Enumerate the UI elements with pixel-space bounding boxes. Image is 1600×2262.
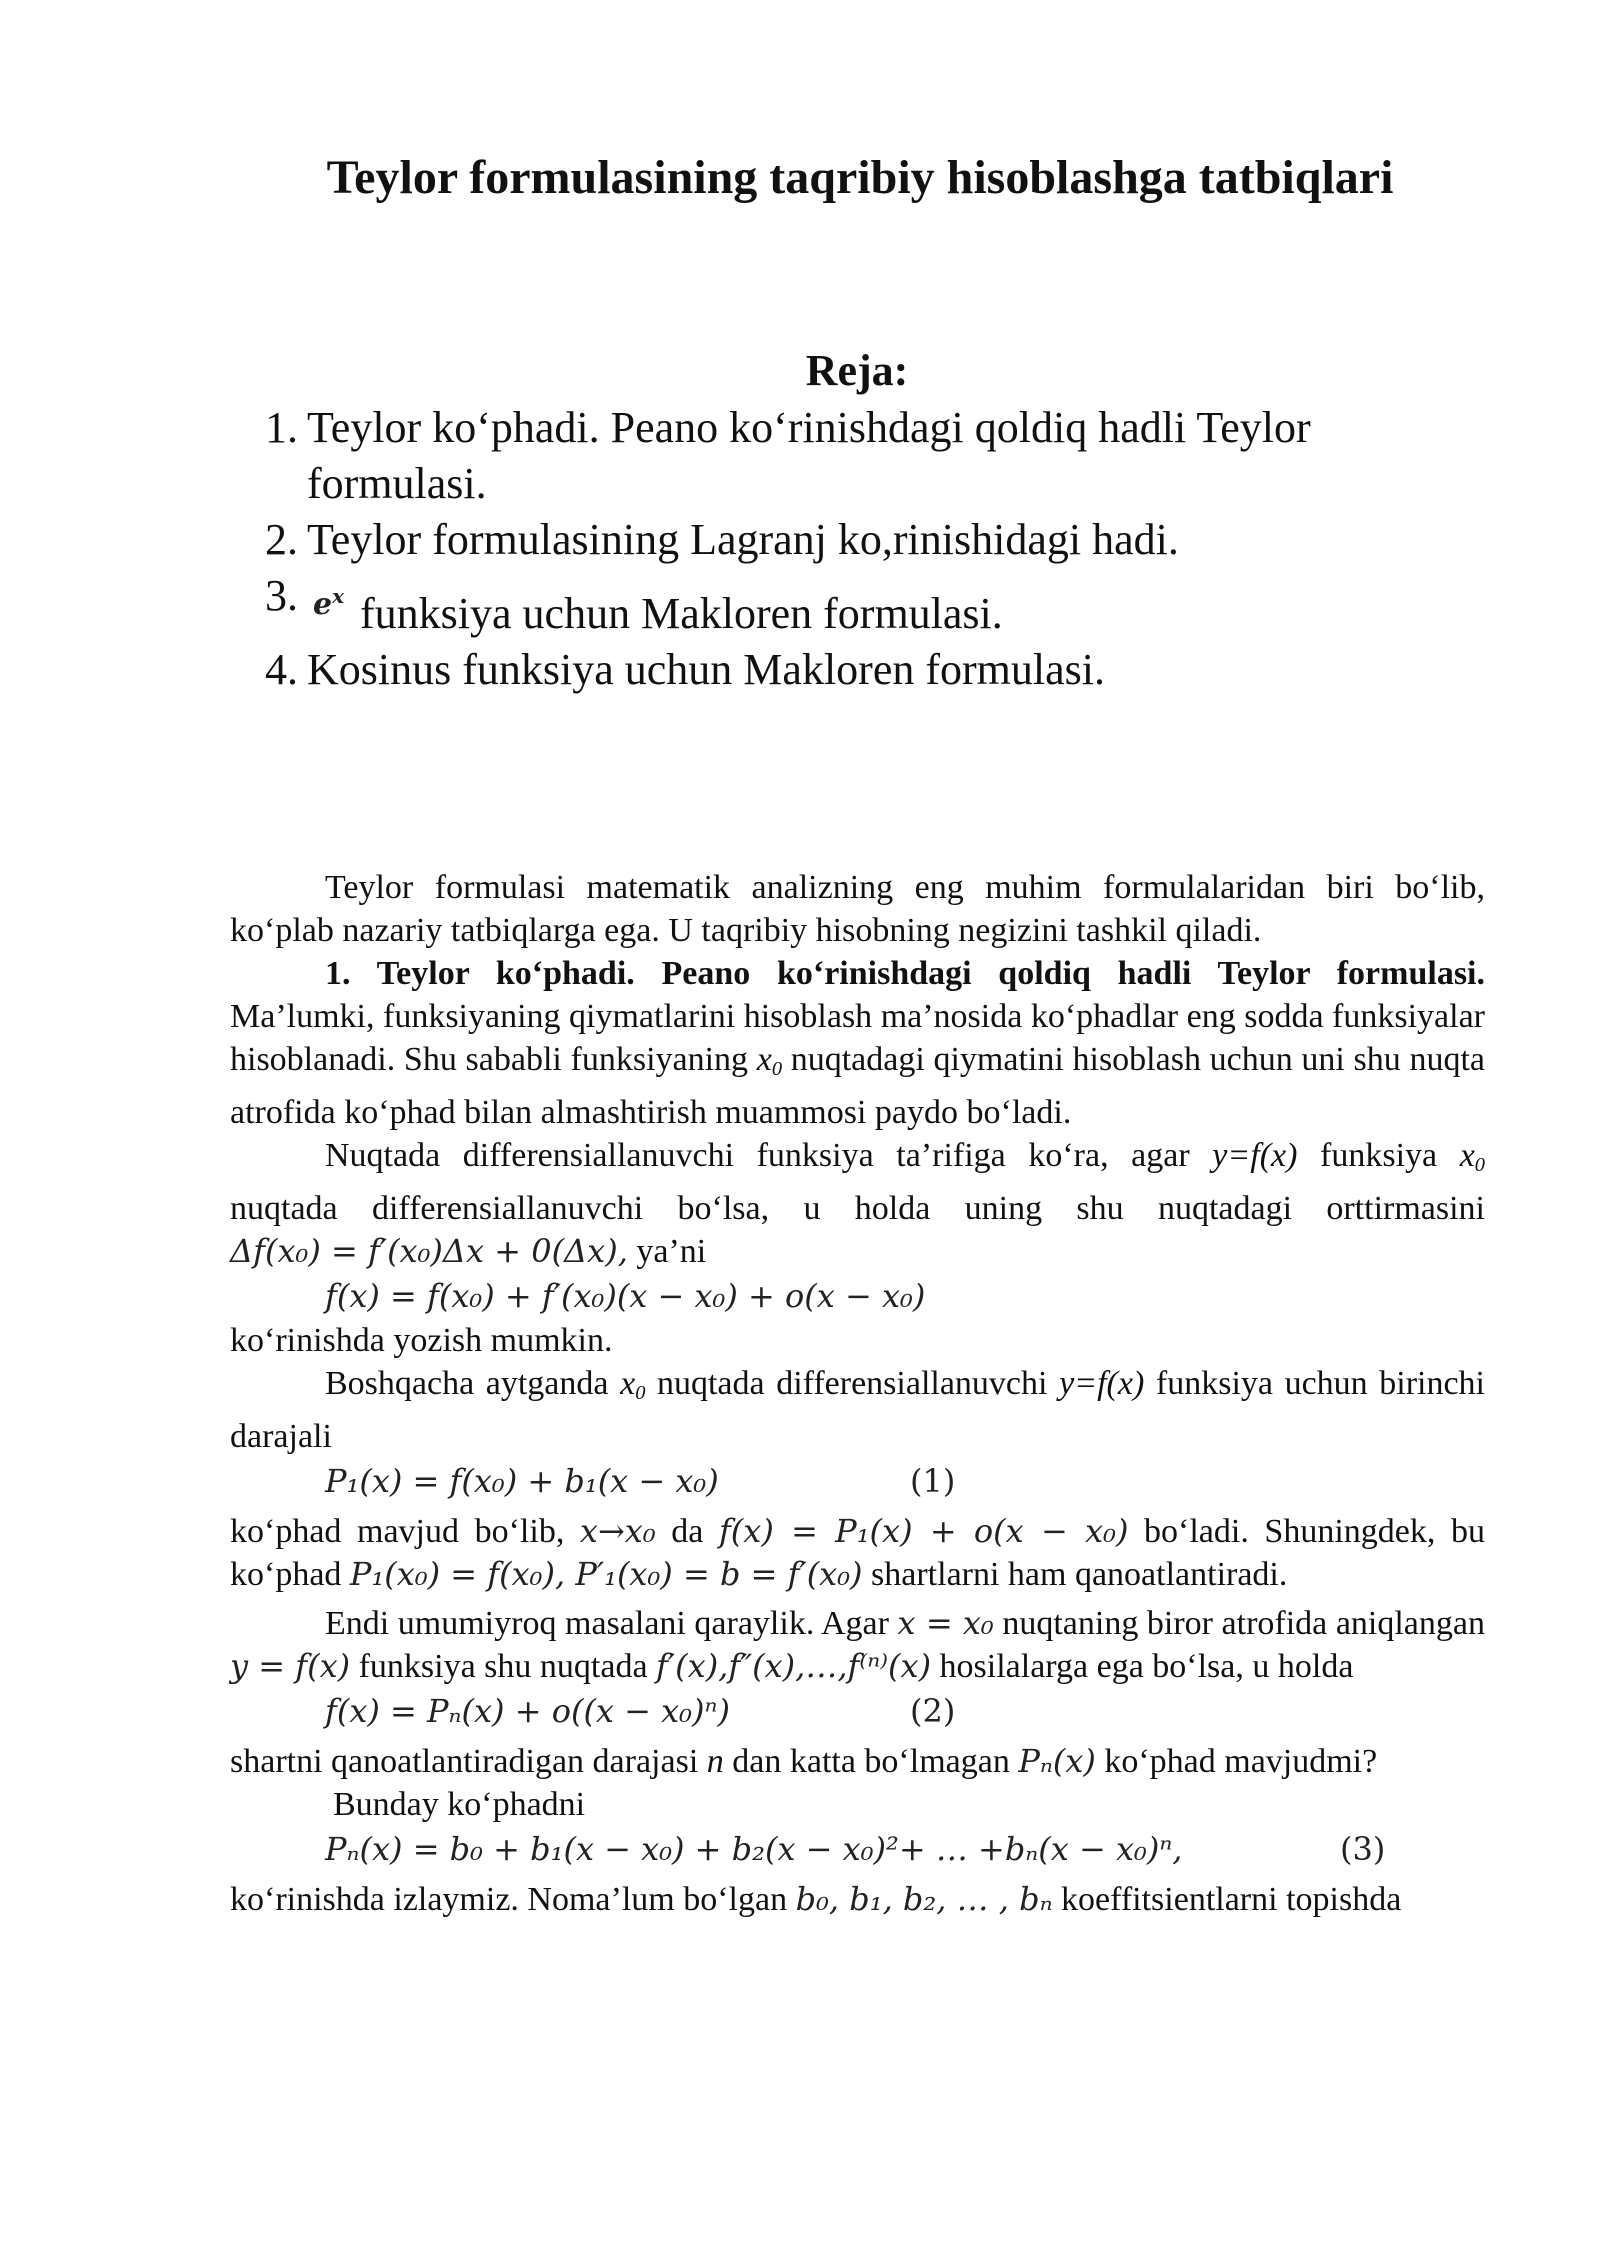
plan-item xyxy=(265,512,1465,568)
formula-y-eq-fx: y = f(x) xyxy=(230,1647,351,1686)
var-yfx: y=f(x) xyxy=(1212,1137,1298,1175)
text-run: hosilalarga ega bo‘lsa, u holda xyxy=(931,1648,1354,1686)
plan-heading: Reja: xyxy=(805,346,909,395)
plan-item-text: funksiya uchun Makloren formulasi. xyxy=(360,589,1003,638)
plan-item xyxy=(265,400,1465,512)
plan-item-number: 2. xyxy=(265,515,298,564)
intro-paragraph: Teylor formulasi matematik analizning eng muhim formulalaridan biri bo‘lib, ko‘plab nazariy tatbiqlarga ega. U taqribiy hisobning negizini tashkil qiladi. xyxy=(230,869,1485,949)
text-run: ko‘rinishda izlaymiz. Noma’lum bo‘lgan xyxy=(230,1881,796,1919)
var-yfx: y=f(x) xyxy=(1059,1365,1145,1403)
var-n: n xyxy=(706,1743,724,1781)
equation-1 xyxy=(230,1458,1485,1504)
text-run: Ma’lumki, funksiyaning qiymatlarini hisoblash ma’nosida ko‘phadlar eng sodda funksiyalar hisoblanadi. Shu sababli funksiyaning xyxy=(230,998,1485,1078)
formula: f(x) = Pₙ(x) + o((x − x₀)ⁿ) xyxy=(325,1692,730,1731)
formula-coefficients: b₀, b₁, b₂, … , bₙ xyxy=(795,1880,1053,1919)
text-run: bo‘ladi. Shuningdek, bu ko‘phad xyxy=(230,1513,1485,1594)
formula-exp-image: ex xyxy=(313,584,345,622)
paragraph-coefficients xyxy=(230,1878,1485,1921)
text-run: shartni qanoatlantiradigan darajasi xyxy=(230,1743,707,1781)
text-run: nuqtada differensiallanuvchi xyxy=(645,1365,1060,1403)
document-title: Teylor formulasining taqribiy hisoblashga tatbiqlari xyxy=(326,151,1394,204)
text-run: nuqtaning biror atrofida aniqlangan xyxy=(993,1605,1485,1643)
text-run: funksiya uchun birinchi darajali xyxy=(230,1365,1486,1456)
plan-item-text: Teylor ko‘phadi. Peano ko‘rinishdagi qoldiq hadli Teylor formulasi. xyxy=(307,403,1311,508)
plan-list xyxy=(265,400,1465,698)
plan-item-text: Teylor formulasining Lagranj ko,rinishidagi hadi. xyxy=(307,515,1179,564)
plan-item-number: 4. xyxy=(265,645,298,694)
equation-number: (3) xyxy=(1340,1830,1386,1869)
text-run: da xyxy=(655,1513,719,1551)
var-x0: $x_0$ xyxy=(756,1041,783,1081)
text-run: shartlarni ham qanoatlantiradi. xyxy=(862,1556,1288,1594)
formula: Pₙ(x) = b₀ + b₁(x − x₀) + b₂(x − x₀)²+ … +bₙ(x − x₀)ⁿ, xyxy=(325,1830,1183,1869)
formula: f(x) = f(x₀) + f′(x₀)(x − x₀) + o(x − x₀) xyxy=(325,1277,926,1316)
text-run: nuqtadagi qiymatini hisoblash uchun uni shu nuqta atrofida ko‘phad bilan almashtirish muammosi paydo bo‘ladi. xyxy=(230,1041,1485,1132)
text-run: ya’ni xyxy=(627,1233,707,1271)
plan-item-text: Kosinus funksiya uchun Makloren formulasi. xyxy=(307,645,1105,694)
formula-conditions: P₁(x₀) = f(x₀), P′₁(x₀) = b = f′(x₀) xyxy=(349,1555,863,1594)
equation-taylor-first-order xyxy=(230,1273,1485,1319)
paragraph-question xyxy=(230,1740,1485,1783)
formula: P₁(x) = f(x₀) + b₁(x − x₀) xyxy=(325,1462,719,1501)
text-run: Boshqacha aytganda xyxy=(325,1365,621,1403)
var-x0: $x_0$ xyxy=(620,1365,646,1405)
plan-item xyxy=(265,568,1465,642)
paragraph-first-degree xyxy=(230,1362,1485,1458)
text-run: ko‘phad mavjud bo‘lib, xyxy=(230,1513,580,1551)
equation-2 xyxy=(230,1688,1485,1734)
document-body xyxy=(230,866,1485,1921)
text-run: funksiya xyxy=(1297,1137,1460,1175)
formula-x-eq-x0: x = x₀ xyxy=(897,1604,994,1643)
text-line: ko‘rinishda yozish mumkin. xyxy=(230,1322,613,1360)
text-run: Endi umumiyroq masalani qaraylik. Agar xyxy=(325,1605,898,1643)
paragraph-general-problem xyxy=(230,1602,1485,1688)
text-run: Nuqtada differensiallanuvchi funksiya ta’rifiga ko‘ra, agar xyxy=(325,1137,1213,1175)
formula-derivatives: f′(x),f″(x),…,f⁽ⁿ⁾(x) xyxy=(656,1647,932,1686)
text-run: ko‘phad mavjudmi? xyxy=(1095,1743,1378,1781)
formula-pn: Pₙ(x) xyxy=(1018,1742,1096,1781)
var-x0: $x_0$ xyxy=(1459,1137,1485,1177)
text-line: Bunday ko‘phadni xyxy=(333,1786,586,1824)
formula-p1: f(x) = P₁(x) + o(x − x₀) xyxy=(718,1512,1129,1551)
paragraph-polynomial-exists xyxy=(230,1510,1485,1596)
text-run: funksiya shu nuqtada xyxy=(350,1648,657,1686)
plan-item-number: 1. xyxy=(265,403,298,452)
text-run: koeffitsientlarni topishda xyxy=(1052,1881,1402,1919)
plan-item-text-wrapper xyxy=(307,568,1465,642)
section1-heading: 1. Teylor ko‘phadi. Peano ko‘rinishdagi qoldiq hadli Teylor formulasi. xyxy=(325,955,1485,992)
plan-item-number: 3. xyxy=(265,571,298,620)
equation-number: (2) xyxy=(910,1692,956,1731)
formula-limit: x→x₀ xyxy=(579,1512,656,1551)
plan-item xyxy=(265,642,1465,698)
text-run: dan katta bo‘lmagan xyxy=(723,1743,1019,1781)
section1-paragraph xyxy=(230,952,1485,1134)
equation-number: (1) xyxy=(910,1462,956,1501)
equation-3 xyxy=(230,1826,1485,1872)
definition-paragraph xyxy=(230,1134,1485,1273)
text-run: nuqtada differensiallanuvchi bo‘lsa, u holda uning shu nuqtadagi orttirmasini xyxy=(230,1190,1485,1228)
formula-increment: Δf(x₀) = f′(x₀)Δx + 0(Δx), xyxy=(230,1232,628,1271)
